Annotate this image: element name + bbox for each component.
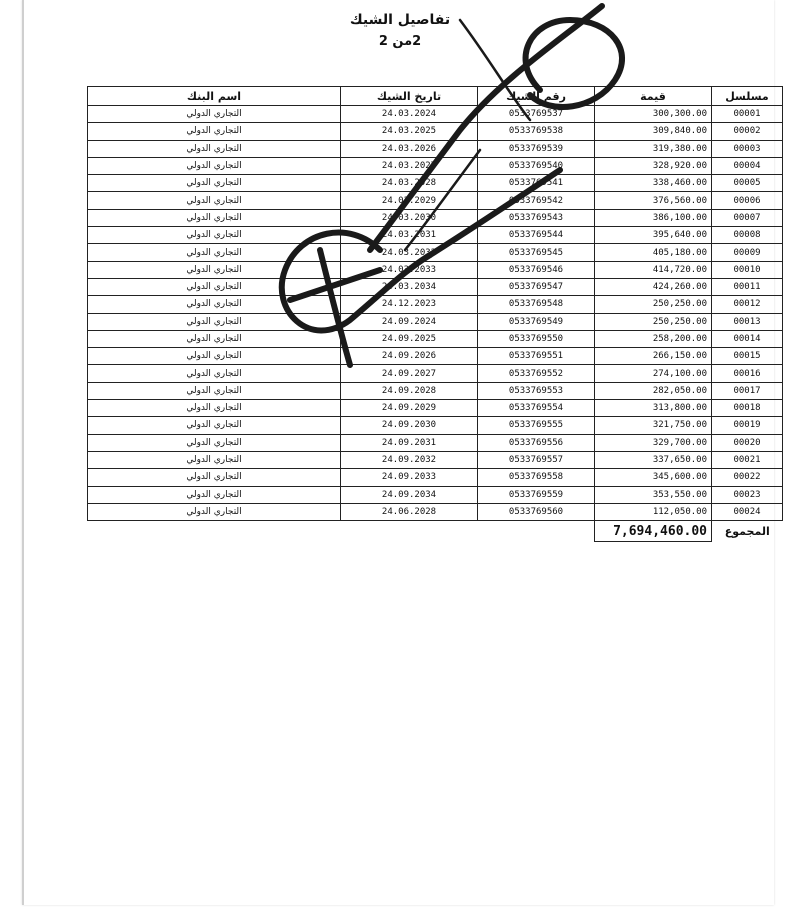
bank-name-cell: التجاري الدولي bbox=[88, 486, 341, 503]
check-date-cell: 24.09.2034 bbox=[341, 486, 478, 503]
check-number-cell: 0533769549 bbox=[478, 313, 595, 330]
bank-name-cell: التجاري الدولي bbox=[88, 175, 341, 192]
check-date-cell: 24.03.2026 bbox=[341, 140, 478, 157]
serial-cell: 00001 bbox=[712, 106, 783, 123]
table-row bbox=[88, 365, 783, 382]
serial-cell: 00014 bbox=[712, 330, 783, 347]
check-date-cell: 24.09.2024 bbox=[341, 313, 478, 330]
value-cell: 424,260.00 bbox=[595, 278, 712, 295]
value-cell: 274,100.00 bbox=[595, 365, 712, 382]
check-number-cell: 0533769547 bbox=[478, 278, 595, 295]
check-date-cell: 24.03.2030 bbox=[341, 209, 478, 226]
table-row bbox=[88, 244, 783, 261]
check-number-cell: 0533769543 bbox=[478, 209, 595, 226]
bank-name-cell: التجاري الدولي bbox=[88, 313, 341, 330]
check-number-cell: 0533769538 bbox=[478, 123, 595, 140]
table-row bbox=[88, 192, 783, 209]
table-row bbox=[88, 417, 783, 434]
serial-cell: 00016 bbox=[712, 365, 783, 382]
header-serial: مسلسل bbox=[712, 87, 783, 106]
value-cell: 258,200.00 bbox=[595, 330, 712, 347]
check-number-cell: 0533769539 bbox=[478, 140, 595, 157]
bank-name-cell: التجاري الدولي bbox=[88, 348, 341, 365]
check-number-cell: 0533769551 bbox=[478, 348, 595, 365]
table-row bbox=[88, 227, 783, 244]
check-date-cell: 24.03.2025 bbox=[341, 123, 478, 140]
check-date-cell: 24.06.2028 bbox=[341, 503, 478, 520]
value-cell: 300,300.00 bbox=[595, 106, 712, 123]
table-row bbox=[88, 382, 783, 399]
bank-name-cell: التجاري الدولي bbox=[88, 400, 341, 417]
table-row bbox=[88, 123, 783, 140]
table-row bbox=[88, 348, 783, 365]
check-number-cell: 0533769558 bbox=[478, 469, 595, 486]
bank-name-cell: التجاري الدولي bbox=[88, 261, 341, 278]
serial-cell: 00002 bbox=[712, 123, 783, 140]
check-date-cell: 24.09.2030 bbox=[341, 417, 478, 434]
serial-cell: 00010 bbox=[712, 261, 783, 278]
bank-name-cell: التجاري الدولي bbox=[88, 278, 341, 295]
check-date-cell: 24.09.2028 bbox=[341, 382, 478, 399]
value-cell: 414,720.00 bbox=[595, 261, 712, 278]
check-number-cell: 0533769560 bbox=[478, 503, 595, 520]
total-value: 7,694,460.00 bbox=[595, 521, 712, 542]
table-row bbox=[88, 140, 783, 157]
serial-cell: 00004 bbox=[712, 157, 783, 174]
header-check-number: رقم الشيك bbox=[478, 87, 595, 106]
serial-cell: 00022 bbox=[712, 469, 783, 486]
bank-name-cell: التجاري الدولي bbox=[88, 106, 341, 123]
value-cell: 328,920.00 bbox=[595, 157, 712, 174]
table-row bbox=[88, 106, 783, 123]
value-cell: 405,180.00 bbox=[595, 244, 712, 261]
check-number-cell: 0533769554 bbox=[478, 400, 595, 417]
check-number-cell: 0533769546 bbox=[478, 261, 595, 278]
bank-name-cell: التجاري الدولي bbox=[88, 365, 341, 382]
total-label: المجموع bbox=[724, 524, 770, 538]
value-cell: 319,380.00 bbox=[595, 140, 712, 157]
header-check-date: تاريخ الشيك bbox=[341, 87, 478, 106]
table-row bbox=[88, 400, 783, 417]
serial-cell: 00006 bbox=[712, 192, 783, 209]
table-row bbox=[88, 261, 783, 278]
check-date-cell: 24.03.2027 bbox=[341, 157, 478, 174]
serial-cell: 00019 bbox=[712, 417, 783, 434]
check-number-cell: 0533769541 bbox=[478, 175, 595, 192]
check-date-cell: 24.09.2026 bbox=[341, 348, 478, 365]
check-number-cell: 0533769544 bbox=[478, 227, 595, 244]
bank-name-cell: التجاري الدولي bbox=[88, 123, 341, 140]
check-date-cell: 24.09.2032 bbox=[341, 451, 478, 468]
check-number-cell: 0533769545 bbox=[478, 244, 595, 261]
serial-cell: 00020 bbox=[712, 434, 783, 451]
table-row bbox=[88, 451, 783, 468]
table-row bbox=[88, 330, 783, 347]
header-value: قيمة bbox=[595, 87, 712, 106]
serial-cell: 00007 bbox=[712, 209, 783, 226]
checks-table bbox=[87, 86, 783, 542]
bank-name-cell: التجاري الدولي bbox=[88, 157, 341, 174]
serial-cell: 00021 bbox=[712, 451, 783, 468]
table-row bbox=[88, 157, 783, 174]
check-date-cell: 24.03.2028 bbox=[341, 175, 478, 192]
serial-cell: 00018 bbox=[712, 400, 783, 417]
check-date-cell: 24.09.2031 bbox=[341, 434, 478, 451]
header-bank-name: اسم البنك bbox=[88, 87, 341, 106]
value-cell: 386,100.00 bbox=[595, 209, 712, 226]
page-number: 2من 2 bbox=[378, 34, 422, 49]
bank-name-cell: التجاري الدولي bbox=[88, 244, 341, 261]
value-cell: 266,150.00 bbox=[595, 348, 712, 365]
check-number-cell: 0533769548 bbox=[478, 296, 595, 313]
check-number-cell: 0533769555 bbox=[478, 417, 595, 434]
bank-name-cell: التجاري الدولي bbox=[88, 192, 341, 209]
bank-name-cell: التجاري الدولي bbox=[88, 503, 341, 520]
serial-cell: 00003 bbox=[712, 140, 783, 157]
value-cell: 309,840.00 bbox=[595, 123, 712, 140]
serial-cell: 00024 bbox=[712, 503, 783, 520]
value-cell: 376,560.00 bbox=[595, 192, 712, 209]
check-number-cell: 0533769553 bbox=[478, 382, 595, 399]
check-number-cell: 0533769542 bbox=[478, 192, 595, 209]
value-cell: 313,800.00 bbox=[595, 400, 712, 417]
serial-cell: 00013 bbox=[712, 313, 783, 330]
value-cell: 282,050.00 bbox=[595, 382, 712, 399]
bank-name-cell: التجاري الدولي bbox=[88, 209, 341, 226]
table-row bbox=[88, 469, 783, 486]
bank-name-cell: التجاري الدولي bbox=[88, 140, 341, 157]
serial-cell: 00008 bbox=[712, 227, 783, 244]
page-edge bbox=[22, 0, 24, 905]
serial-cell: 00011 bbox=[712, 278, 783, 295]
check-number-cell: 0533769540 bbox=[478, 157, 595, 174]
check-number-cell: 0533769537 bbox=[478, 106, 595, 123]
check-date-cell: 24.09.2027 bbox=[341, 365, 478, 382]
total-spacer bbox=[88, 521, 595, 542]
check-date-cell: 24.12.2023 bbox=[341, 296, 478, 313]
table-row bbox=[88, 296, 783, 313]
check-date-cell: 24.03.2031 bbox=[341, 227, 478, 244]
table-row bbox=[88, 503, 783, 520]
value-cell: 250,250.00 bbox=[595, 313, 712, 330]
value-cell: 250,250.00 bbox=[595, 296, 712, 313]
value-cell: 395,640.00 bbox=[595, 227, 712, 244]
check-date-cell: 24.09.2025 bbox=[341, 330, 478, 347]
bank-name-cell: التجاري الدولي bbox=[88, 296, 341, 313]
check-date-cell: 24.03.2034 bbox=[341, 278, 478, 295]
check-number-cell: 0533769552 bbox=[478, 365, 595, 382]
check-number-cell: 0533769556 bbox=[478, 434, 595, 451]
serial-cell: 00005 bbox=[712, 175, 783, 192]
value-cell: 337,650.00 bbox=[595, 451, 712, 468]
table-header-row bbox=[88, 87, 783, 106]
table-row bbox=[88, 434, 783, 451]
bank-name-cell: التجاري الدولي bbox=[88, 330, 341, 347]
table-row bbox=[88, 278, 783, 295]
value-cell: 338,460.00 bbox=[595, 175, 712, 192]
value-cell: 321,750.00 bbox=[595, 417, 712, 434]
check-date-cell: 24.03.2033 bbox=[341, 261, 478, 278]
value-cell: 353,550.00 bbox=[595, 486, 712, 503]
serial-cell: 00012 bbox=[712, 296, 783, 313]
table-body bbox=[88, 106, 783, 521]
total-row bbox=[88, 521, 783, 542]
check-date-cell: 24.03.2032 bbox=[341, 244, 478, 261]
bank-name-cell: التجاري الدولي bbox=[88, 451, 341, 468]
bank-name-cell: التجاري الدولي bbox=[88, 417, 341, 434]
check-number-cell: 0533769557 bbox=[478, 451, 595, 468]
check-date-cell: 24.03.2029 bbox=[341, 192, 478, 209]
bank-name-cell: التجاري الدولي bbox=[88, 434, 341, 451]
table-row bbox=[88, 313, 783, 330]
serial-cell: 00009 bbox=[712, 244, 783, 261]
check-date-cell: 24.03.2024 bbox=[341, 106, 478, 123]
serial-cell: 00017 bbox=[712, 382, 783, 399]
value-cell: 345,600.00 bbox=[595, 469, 712, 486]
check-date-cell: 24.09.2029 bbox=[341, 400, 478, 417]
table-row bbox=[88, 175, 783, 192]
serial-cell: 00015 bbox=[712, 348, 783, 365]
value-cell: 329,700.00 bbox=[595, 434, 712, 451]
check-date-cell: 24.09.2033 bbox=[341, 469, 478, 486]
bank-name-cell: التجاري الدولي bbox=[88, 469, 341, 486]
serial-cell: 00023 bbox=[712, 486, 783, 503]
check-number-cell: 0533769550 bbox=[478, 330, 595, 347]
value-cell: 112,050.00 bbox=[595, 503, 712, 520]
bank-name-cell: التجاري الدولي bbox=[88, 227, 341, 244]
check-number-cell: 0533769559 bbox=[478, 486, 595, 503]
table-row bbox=[88, 209, 783, 226]
bank-name-cell: التجاري الدولي bbox=[88, 382, 341, 399]
table-row bbox=[88, 486, 783, 503]
page-title: تفاصيل الشيك bbox=[349, 12, 451, 28]
